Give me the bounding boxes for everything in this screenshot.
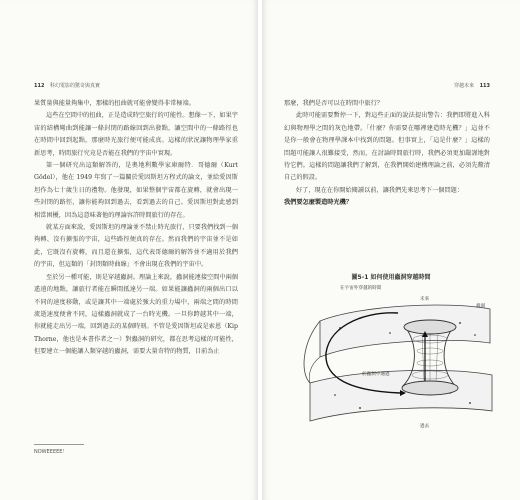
footnote-rule [34, 444, 84, 445]
label-future: 未來 [420, 297, 430, 302]
label-past: 過去 [420, 424, 430, 429]
question-heading: 我們要怎麼製造時光機？ [284, 199, 353, 207]
wormhole-mouth-bottom [402, 381, 458, 395]
left-paragraph-5: 至於另一種可能，則是穿越蟲洞。理論上來說，蟲洞能連接空間中兩個遙遠的地點，讓旅行者能在瞬間抵達另一端。如果能讓蟲洞的兩個出口以不同的速度移動，或是讓其中一端處於強大的重力場中，兩端之間的時間流逝速度便會不同，這樣蟲洞就成了一台時光機。一旦你跨越其中一端，你就能走出另一端，回到過去的某個時刻。不管是愛因斯坦或是索恩（Kip Thorne，他也是本書作者之一）對蟲洞的研究，都在思考這樣的可能性，但要建立一個能讓人類穿越的蟲洞，需要大量奇特的物質，目前為止 [34, 273, 238, 356]
left-paragraph-1: 果質量與能量夠集中，那樣的扭曲就可能會變得非常極端。 [34, 100, 195, 107]
label-outer-time: 在宇宙外穿越的時間 [340, 286, 382, 291]
right-body-text [284, 98, 490, 210]
right-paragraph-3: 好了，現在在你開始閱讀以前，讓我們先來思考下一個問題： [296, 186, 464, 194]
left-page-header [34, 82, 100, 89]
right-page-number: 113 [479, 83, 490, 89]
footnote [34, 444, 84, 455]
right-page-header [454, 82, 490, 89]
right-paragraph-2: 此時可能需要暫停一下，對這些正面的說法提出警告：我們即將進入科幻與物理學之間的灰色地帶。「什麼？你需要在哪裡建造時光機？」這並不是你一般會在物理學課本中找到的問題。但事實上，「這是什麼？」這樣的問題可能讓人很難接受，然而，在討論時間旅行時，我們必須更加嚴謹地對待它們。這樣的問題讓我們了解到，在我們開始建構理論之前，必須先釐清自己的假設。 [284, 112, 490, 182]
left-body-text [34, 98, 238, 359]
right-paragraph-1: 那麼，我們是否可以在時間中旅行？ [284, 100, 383, 107]
figure-title: 圖5-1 如何使用蟲洞穿越時間 [351, 274, 431, 281]
sheet-fold-inner [309, 357, 320, 383]
wormhole-figure [300, 283, 500, 433]
wormhole-illustration [300, 283, 500, 433]
spacetime-sheet-top [320, 305, 490, 357]
right-running-head: 穿越未來 [453, 83, 474, 89]
left-paragraph-2: 這些在空間中的扭曲，正是造成時空旅行的可能性。想像一下，如果宇宙的結構彎曲到能讓一條封閉的路線回到出發點，讓空間中的一條路徑也在時間中回到起點，那麼時光旅行便可能成真。這樣的狀況讓物理學家重新思考，時間旅行究竟是否能在我們的宇宙中實現。 [34, 112, 238, 157]
label-inner-path: 於蟲洞中通過 [362, 372, 390, 377]
label-wormhole: 蟲洞 [476, 304, 486, 309]
wormhole-mouth-top [404, 320, 456, 334]
footnote-text: NOWEEEEE！ [34, 449, 68, 455]
sheet-fold [304, 321, 320, 383]
left-page-number: 112 [34, 83, 45, 89]
left-paragraph-3: 第一個研究出這類解答的，是奧地利數學家庫爾特．哥德爾（Kurt Gödel），他在 1949 年寫了一篇關於愛因斯坦方程式的論文，並給愛因斯坦作為七十歲生日的禮物。他發現，如果整個宇宙都在旋轉，就會出現一些封閉的路徑，讓你能夠回到過去，看到過去的自己。愛因斯坦對此感到相當困擾，因為這意味著他的理論容許時間旅行的存在。 [34, 162, 238, 219]
left-paragraph-4: 就某方面來說，愛因斯坦的理論並不禁止時光旅行，只要我們找到一個夠轉、沒有擴張的宇宙，這些路徑便真的存在。然而我們的宇宙並不是如此，它既沒有旋轉，而且還在擴張，這代表哥德爾的解答並不適用於我們的宇宙，但這類的「封閉類時曲線」不會出現在我們的宇宙中。 [34, 224, 238, 269]
left-page [0, 0, 258, 500]
left-running-head: 科幻電影的驚奇與真實 [50, 83, 101, 89]
